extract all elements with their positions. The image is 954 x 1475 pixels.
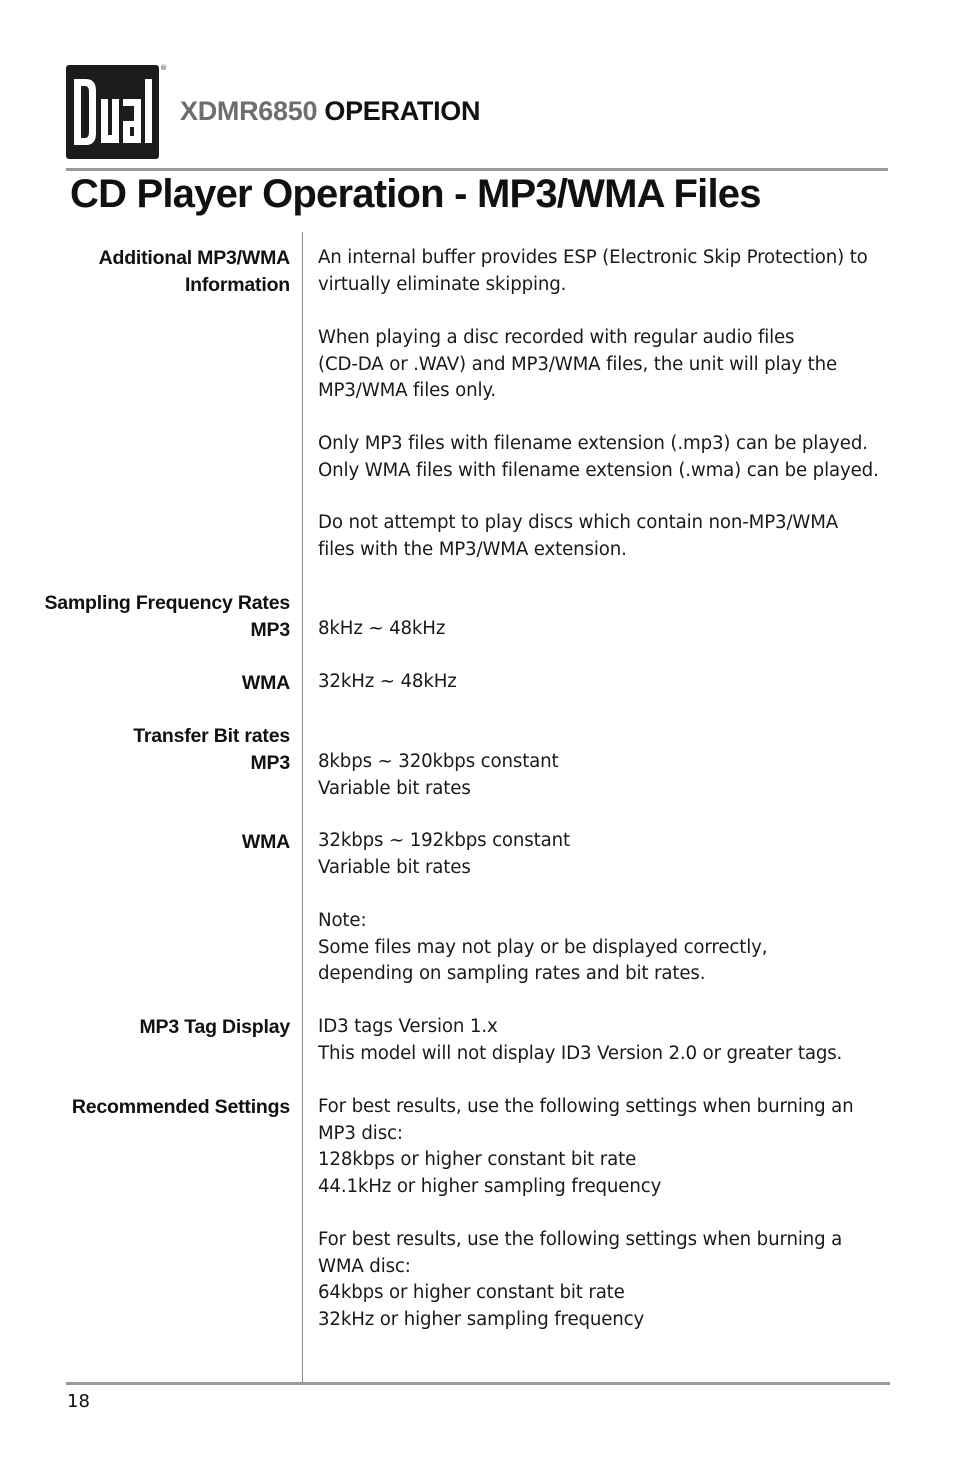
paragraph-extensions [318, 431, 879, 484]
label-line: Information [184, 273, 290, 296]
text-line: ID3 tags Version 1.x [318, 1016, 498, 1037]
value-mp3-frequency: 8kHz ~ 48kHz [318, 618, 446, 639]
text-line: This model will not display ID3 Version 2.0 or greater tags. [318, 1042, 843, 1064]
text-line: files with the MP3/WMA extension. [318, 538, 627, 560]
value-wma-frequency: 32kHz ~ 48kHz [318, 671, 457, 692]
paragraph-wma-recommended [318, 1227, 842, 1333]
label-sampling-wma: WMA [241, 672, 290, 694]
label-line: Sampling Frequency Rates [44, 592, 290, 614]
model-number: XDMR6850 [180, 96, 318, 126]
value-mp3-bit-rates [318, 749, 559, 802]
label-transfer-bit-rates [133, 723, 290, 776]
text-line: WMA disc: [318, 1255, 411, 1277]
paragraph-mixed-discs [318, 325, 837, 405]
paragraph-note [318, 908, 767, 988]
label-line: MP3 [250, 751, 290, 774]
text-line: 32kbps ~ 192kbps constant [318, 830, 570, 851]
label-line: Transfer Bit rates [133, 725, 290, 747]
dual-logo [66, 65, 159, 159]
label-mp3-tag-display: MP3 Tag Display [139, 1016, 290, 1038]
top-divider [66, 168, 888, 171]
text-line: 32kHz or higher sampling frequency [318, 1308, 645, 1330]
value-wma-bit-rates [318, 828, 570, 881]
label-additional-info [99, 245, 290, 298]
text-line: depending on sampling rates and bit rates. [318, 963, 706, 984]
text-line: Note: [318, 910, 367, 931]
text-line: When playing a disc recorded with regular audio files [318, 327, 795, 348]
text-line: Some files may not play or be displayed correctly, [318, 936, 768, 958]
text-line: 8kbps ~ 320kbps constant [318, 751, 559, 772]
label-line: Additional MP3/WMA [98, 247, 290, 269]
label-transfer-wma: WMA [241, 831, 290, 853]
page-title: CD Player Operation - MP3/WMA Files [70, 172, 761, 216]
text-line: 64kbps or higher constant bit rate [318, 1282, 625, 1303]
bottom-divider [66, 1382, 890, 1385]
text-line: For best results, use the following settings when burning a [318, 1229, 843, 1250]
text-line: Do not attempt to play discs which contain non-MP3/WMA [318, 512, 839, 533]
paragraph-warning [318, 510, 838, 563]
page-number: 18 [67, 1391, 90, 1412]
paragraph-mp3-recommended [318, 1094, 854, 1200]
text-line: For best results, use the following settings when burning an [318, 1096, 854, 1117]
dual-logo-mark [66, 65, 159, 159]
label-recommended-settings: Recommended Settings [71, 1096, 290, 1118]
paragraph-esp [318, 245, 868, 298]
text-line: 44.1kHz or higher sampling frequency [318, 1175, 662, 1197]
text-line: virtually eliminate skipping. [318, 273, 567, 295]
text-line: Variable bit rates [318, 777, 471, 799]
text-line: Variable bit rates [318, 856, 471, 878]
text-line: MP3/WMA files only. [318, 380, 497, 401]
text-line: Only MP3 files with filename extension (.mp3) can be played. [318, 433, 868, 454]
text-line: An internal buffer provides ESP (Electronic Skip Protection) to [318, 247, 868, 268]
header [180, 96, 480, 127]
registered-mark: ® [160, 64, 167, 72]
value-tag-display [318, 1014, 842, 1067]
label-line: MP3 [250, 618, 290, 641]
text-line: Only WMA files with filename extension (.wma) can be played. [318, 459, 879, 481]
text-line: (CD-DA or .WAV) and MP3/WMA files, the unit will play the [318, 353, 838, 375]
label-sampling-frequency [44, 590, 290, 643]
section-name: OPERATION [324, 96, 481, 126]
text-line: MP3 disc: [318, 1122, 403, 1144]
text-line: 128kbps or higher constant bit rate [318, 1149, 637, 1170]
column-divider [302, 232, 303, 1382]
